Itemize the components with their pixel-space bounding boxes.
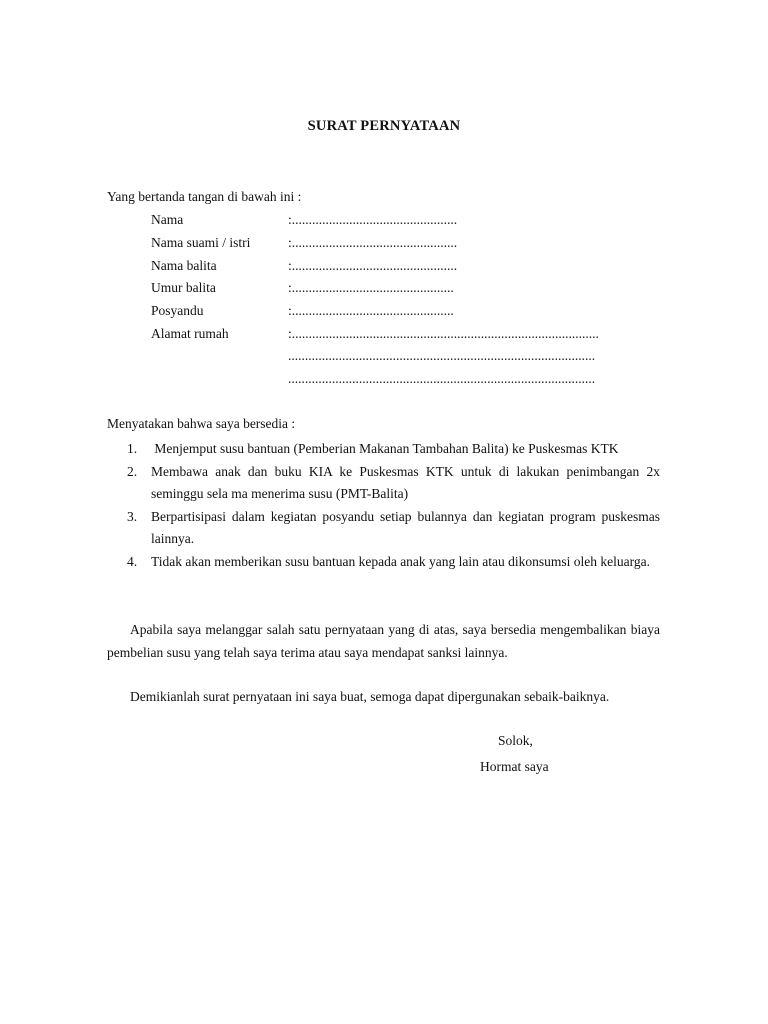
field-label-umur-balita: Umur balita <box>151 280 216 295</box>
field-value-posyandu: :................................................ <box>288 303 454 318</box>
commitment-text: Membawa anak dan buku KIA ke Puskesmas KTK untuk di lakukan penimbangan 2x seminggu sela ma menerima susu (PMT-Balita) <box>151 463 660 501</box>
signature-closing: Hormat saya <box>480 759 549 774</box>
field-value-nama-suami-istri: :................................................. <box>288 235 458 250</box>
commitment-text: Berpartisipasi dalam kegiatan posyandu setiap bulannya dan kegiatan program puskesmas lainnya. <box>151 508 660 546</box>
commitment-number: 2. <box>127 463 138 479</box>
commitment-number: 4. <box>127 553 138 569</box>
intro-text: Yang bertanda tangan di bawah ini : <box>107 189 302 204</box>
violation-paragraph: Apabila saya melanggar salah satu pernyataan yang di atas, saya bersedia mengembalikan biaya pembelian susu yang telah saya terima atau saya mendapat sanksi lainnya. <box>107 622 660 660</box>
signature-place: Solok, <box>498 733 533 748</box>
commitment-list <box>107 438 660 573</box>
document-title: SURAT PERNYATAAN <box>307 118 461 134</box>
commitment-number: 3. <box>127 508 138 524</box>
field-value-nama-balita: :................................................. <box>288 258 458 273</box>
field-label-alamat-rumah: Alamat rumah <box>151 326 229 341</box>
field-value-alamat-rumah: :........................................................................................... <box>288 326 599 341</box>
statement-intro: Menyatakan bahwa saya bersedia : <box>107 416 296 431</box>
commitment-item <box>107 438 660 461</box>
commitment-item <box>107 506 660 551</box>
commitment-item <box>107 461 660 506</box>
commitment-item <box>107 551 660 574</box>
closing-paragraph: Demikianlah surat pernyataan ini saya buat, semoga dapat dipergunakan sebaik-baiknya. <box>130 689 610 704</box>
commitment-text: Menjemput susu bantuan (Pemberian Makanan Tambahan Balita) ke Puskesmas KTK <box>151 441 619 456</box>
field-label-posyandu: Posyandu <box>151 303 204 318</box>
field-label-nama-balita: Nama balita <box>151 258 217 273</box>
field-value-umur-balita: :................................................ <box>288 280 454 295</box>
field-value-nama: :................................................. <box>288 212 458 227</box>
address-continuation-line: ........................................................................................... <box>288 371 596 386</box>
field-label-nama-suami-istri: Nama suami / istri <box>151 235 251 250</box>
commitment-number: 1. <box>127 441 138 456</box>
commitment-text: Tidak akan memberikan susu bantuan kepada anak yang lain atau dikonsumsi oleh keluarga. <box>151 553 650 569</box>
address-continuation-line: ........................................................................................... <box>288 348 596 363</box>
field-label-nama: Nama <box>151 212 184 227</box>
